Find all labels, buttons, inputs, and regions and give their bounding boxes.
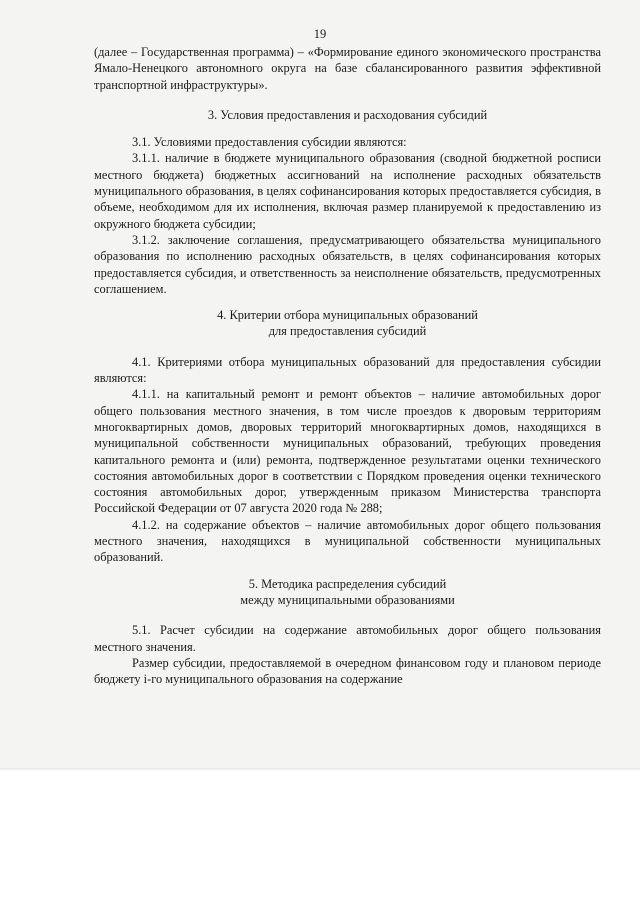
intro-paragraph: (далее – Государственная программа) – «Формирование единого экономического пространства Ямало-Ненецкого автономного округа на базе сбалансированного развития эффективной транспортной инфраструктуры». (94, 45, 601, 92)
section-4-heading-line-1: 4. Критерии отбора муниципальных образований (217, 308, 478, 323)
page-number: 19 (313, 27, 327, 41)
paragraph-5-1: 5.1. Расчет субсидии на содержание автомобильных дорог общего пользования местного значения. (94, 623, 601, 654)
section-5-heading-line-2: между муниципальными образованиями (240, 592, 455, 607)
scan-edge (0, 768, 640, 771)
paragraph-3-1: 3.1. Условиями предоставления субсидии являются: (132, 135, 407, 150)
paragraph-5-1-text: Размер субсидии, предоставляемой в очередном финансовом году и плановом периоде бюджету i-го муниципального образования на содержание (94, 655, 601, 687)
paragraph-4-1: 4.1. Критериями отбора муниципальных образований для предоставления субсидии являются: (94, 354, 601, 386)
section-4-heading-line-2: для предоставления субсидий (268, 324, 427, 339)
section-3-heading: 3. Условия предоставления и расходования субсидий (207, 107, 488, 122)
paragraph-4-1-2: 4.1.2. на содержание объектов – наличие автомобильных дорог общего пользования местного значения, находящихся в муниципальной собственности муниципальных образований. (94, 517, 601, 565)
paragraph-3-1-2: 3.1.2. заключение соглашения, предусматривающего обязательства муниципального образования по исполнению расходных обязательств, в целях софинансирования которых предоставляется субсидия, и ответственность за неисполнение обязательств, предусмотренных соглашением. (94, 232, 601, 296)
section-5-heading-line-1: 5. Методика распределения субсидий (248, 576, 447, 591)
paragraph-4-1-1: 4.1.1. на капитальный ремонт и ремонт объектов – наличие автомобильных дорог общего пользования местного значения, в том числе проездов к дворовым территориям многоквартирных домов, дворовых территорий многоквартирных домов, находящихся в муниципальной собственности муниципальных образований, требующих проведения капитального ремонта и (или) ремонта, подтвержденное результатами оценки технического состояния автомобильных дорог в соответствии с Порядком проведения оценки технического состояния автомобильных дорог, утвержденным приказом Министерства транспорта Российской Федерации от 07 августа 2020 года № 288; (94, 387, 601, 516)
document-body (94, 44, 601, 687)
paragraph-3-1-1: 3.1.1. наличие в бюджете муниципального образования (сводной бюджетной росписи местного бюджета) бюджетных ассигнований на исполнение расходных обязательств муниципального образования, в целях софинансирования которых предоставляется субсидия, в объеме, необходимом для их исполнения, включая размер планируемой к предоставлению из окружного бюджета субсидии; (94, 151, 601, 231)
